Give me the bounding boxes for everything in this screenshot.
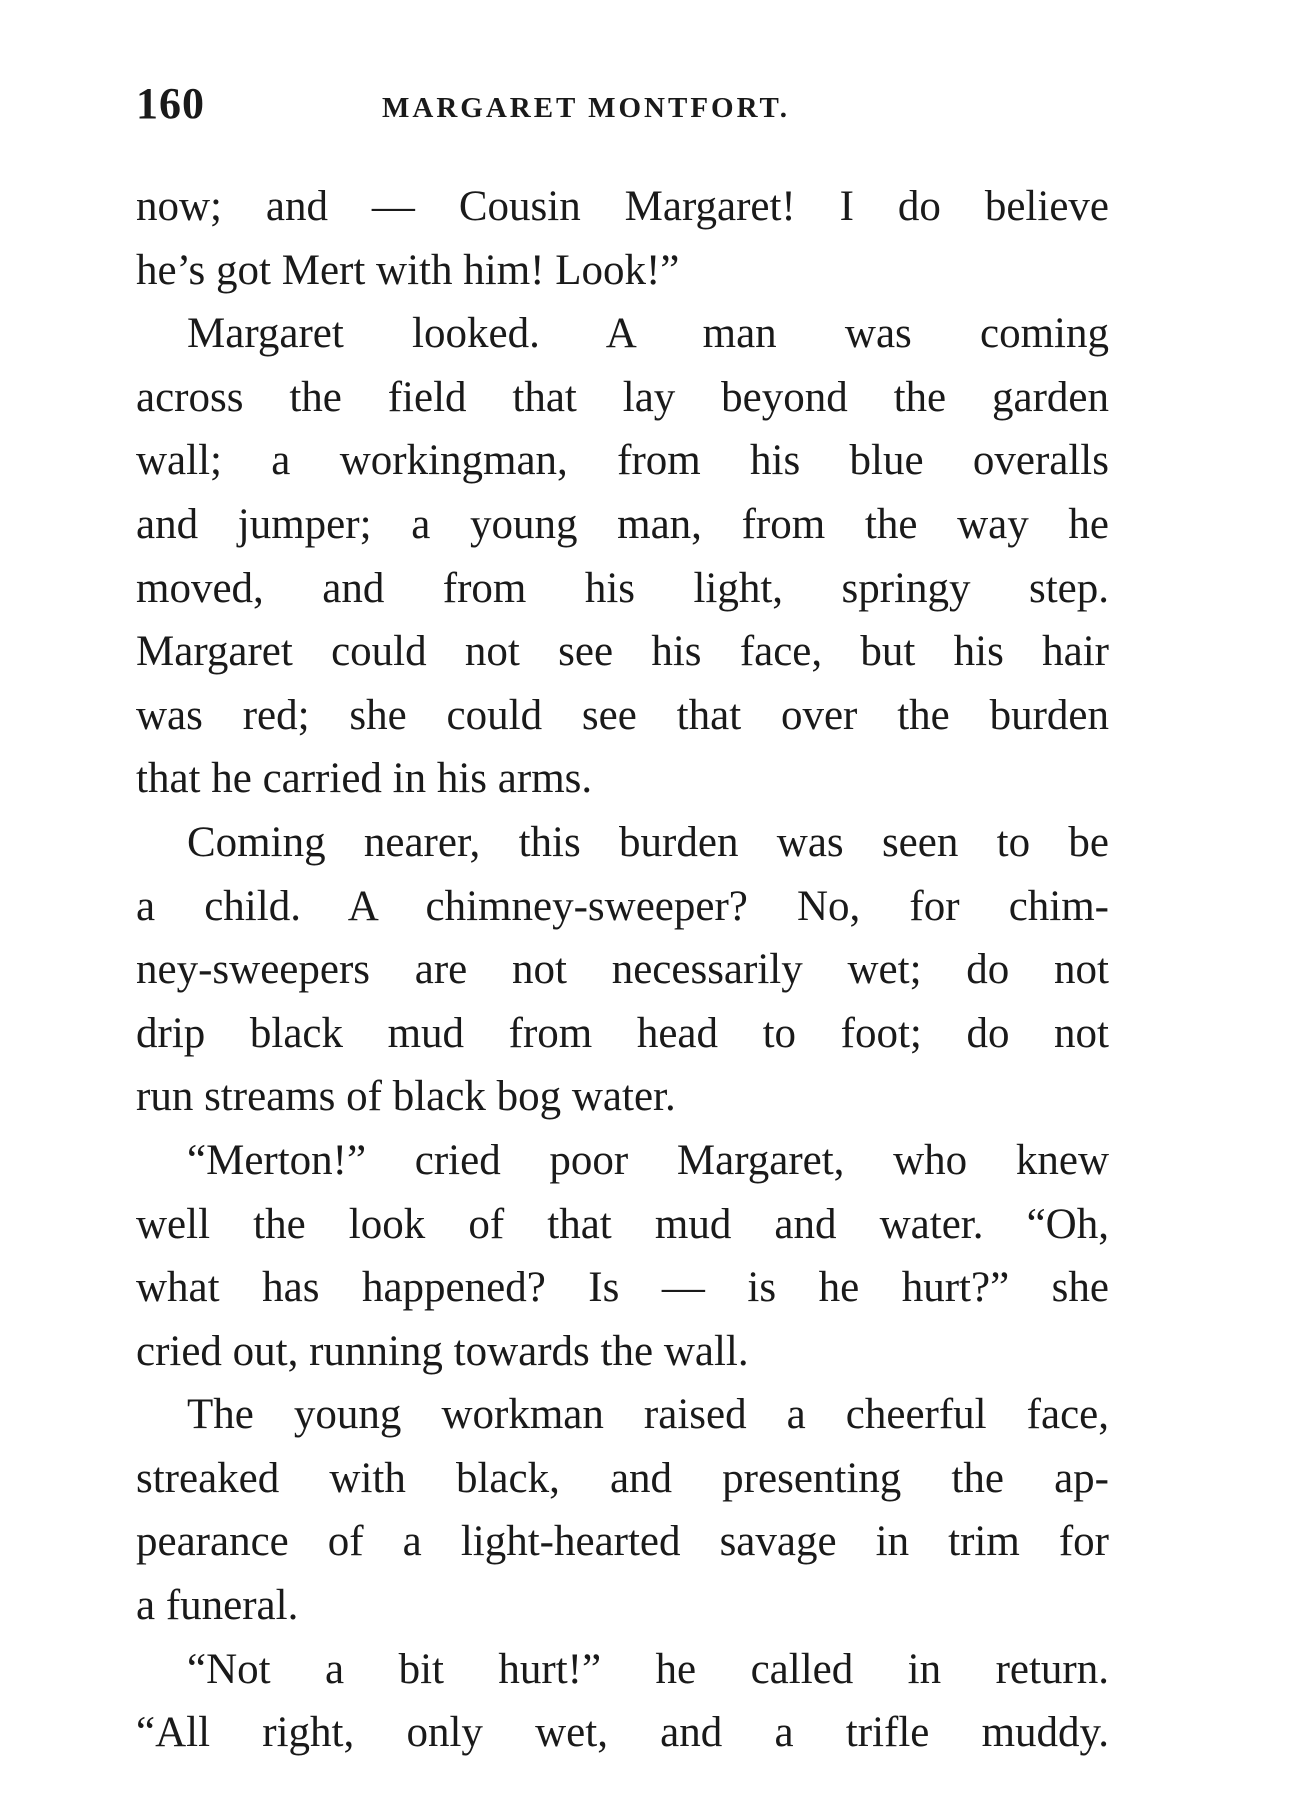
text-line: moved, and from his light, springy step. (136, 564, 1109, 612)
text-line: across the field that lay beyond the garden (136, 373, 1109, 421)
text-line: The young workman raised a cheerful face, (187, 1391, 1109, 1439)
text-line: was red; she could see that over the burden (136, 691, 1109, 739)
text-line: now; and — Cousin Margaret! I do believe (136, 183, 1109, 230)
text-line: “All right, only wet, and a trifle muddy. (136, 1709, 1109, 1757)
text-line: cried out, running towards the wall. (136, 1327, 749, 1375)
text-line: well the look of that mud and water. “Oh, (136, 1200, 1109, 1248)
page-header (136, 78, 1116, 138)
text-line: pearance of a light-hearted savage in trim for (136, 1518, 1109, 1566)
text-line: ney-sweepers are not necessarily wet; do not (136, 946, 1109, 994)
page-number: 160 (136, 79, 205, 128)
text-line: Coming nearer, this burden was seen to be (187, 818, 1109, 866)
text-line: that he carried in his arms. (136, 755, 593, 803)
text-line: “Not a bit hurt!” he called in return. (187, 1645, 1109, 1693)
text-line: drip black mud from head to foot; do not (136, 1009, 1109, 1057)
text-line: “Merton!” cried poor Margaret, who knew (187, 1136, 1109, 1184)
text-line: a funeral. (136, 1582, 299, 1630)
body-text (136, 175, 1109, 1765)
text-line: Margaret could not see his face, but his hair (136, 628, 1109, 676)
text-line: he’s got Mert with him! Look!” (136, 246, 680, 294)
running-title: MARGARET MONTFORT. (382, 92, 790, 124)
text-line: and jumper; a young man, from the way he (136, 500, 1109, 548)
text-line: streaked with black, and presenting the ap- (136, 1454, 1109, 1502)
text-line: Margaret looked. A man was coming (187, 310, 1109, 358)
text-line: run streams of black bog water. (136, 1073, 676, 1121)
text-line: a child. A chimney-sweeper? No, for chim- (136, 882, 1109, 930)
text-line: wall; a workingman, from his blue overalls (136, 437, 1109, 485)
text-line: what has happened? Is — is he hurt?” she (136, 1264, 1109, 1312)
